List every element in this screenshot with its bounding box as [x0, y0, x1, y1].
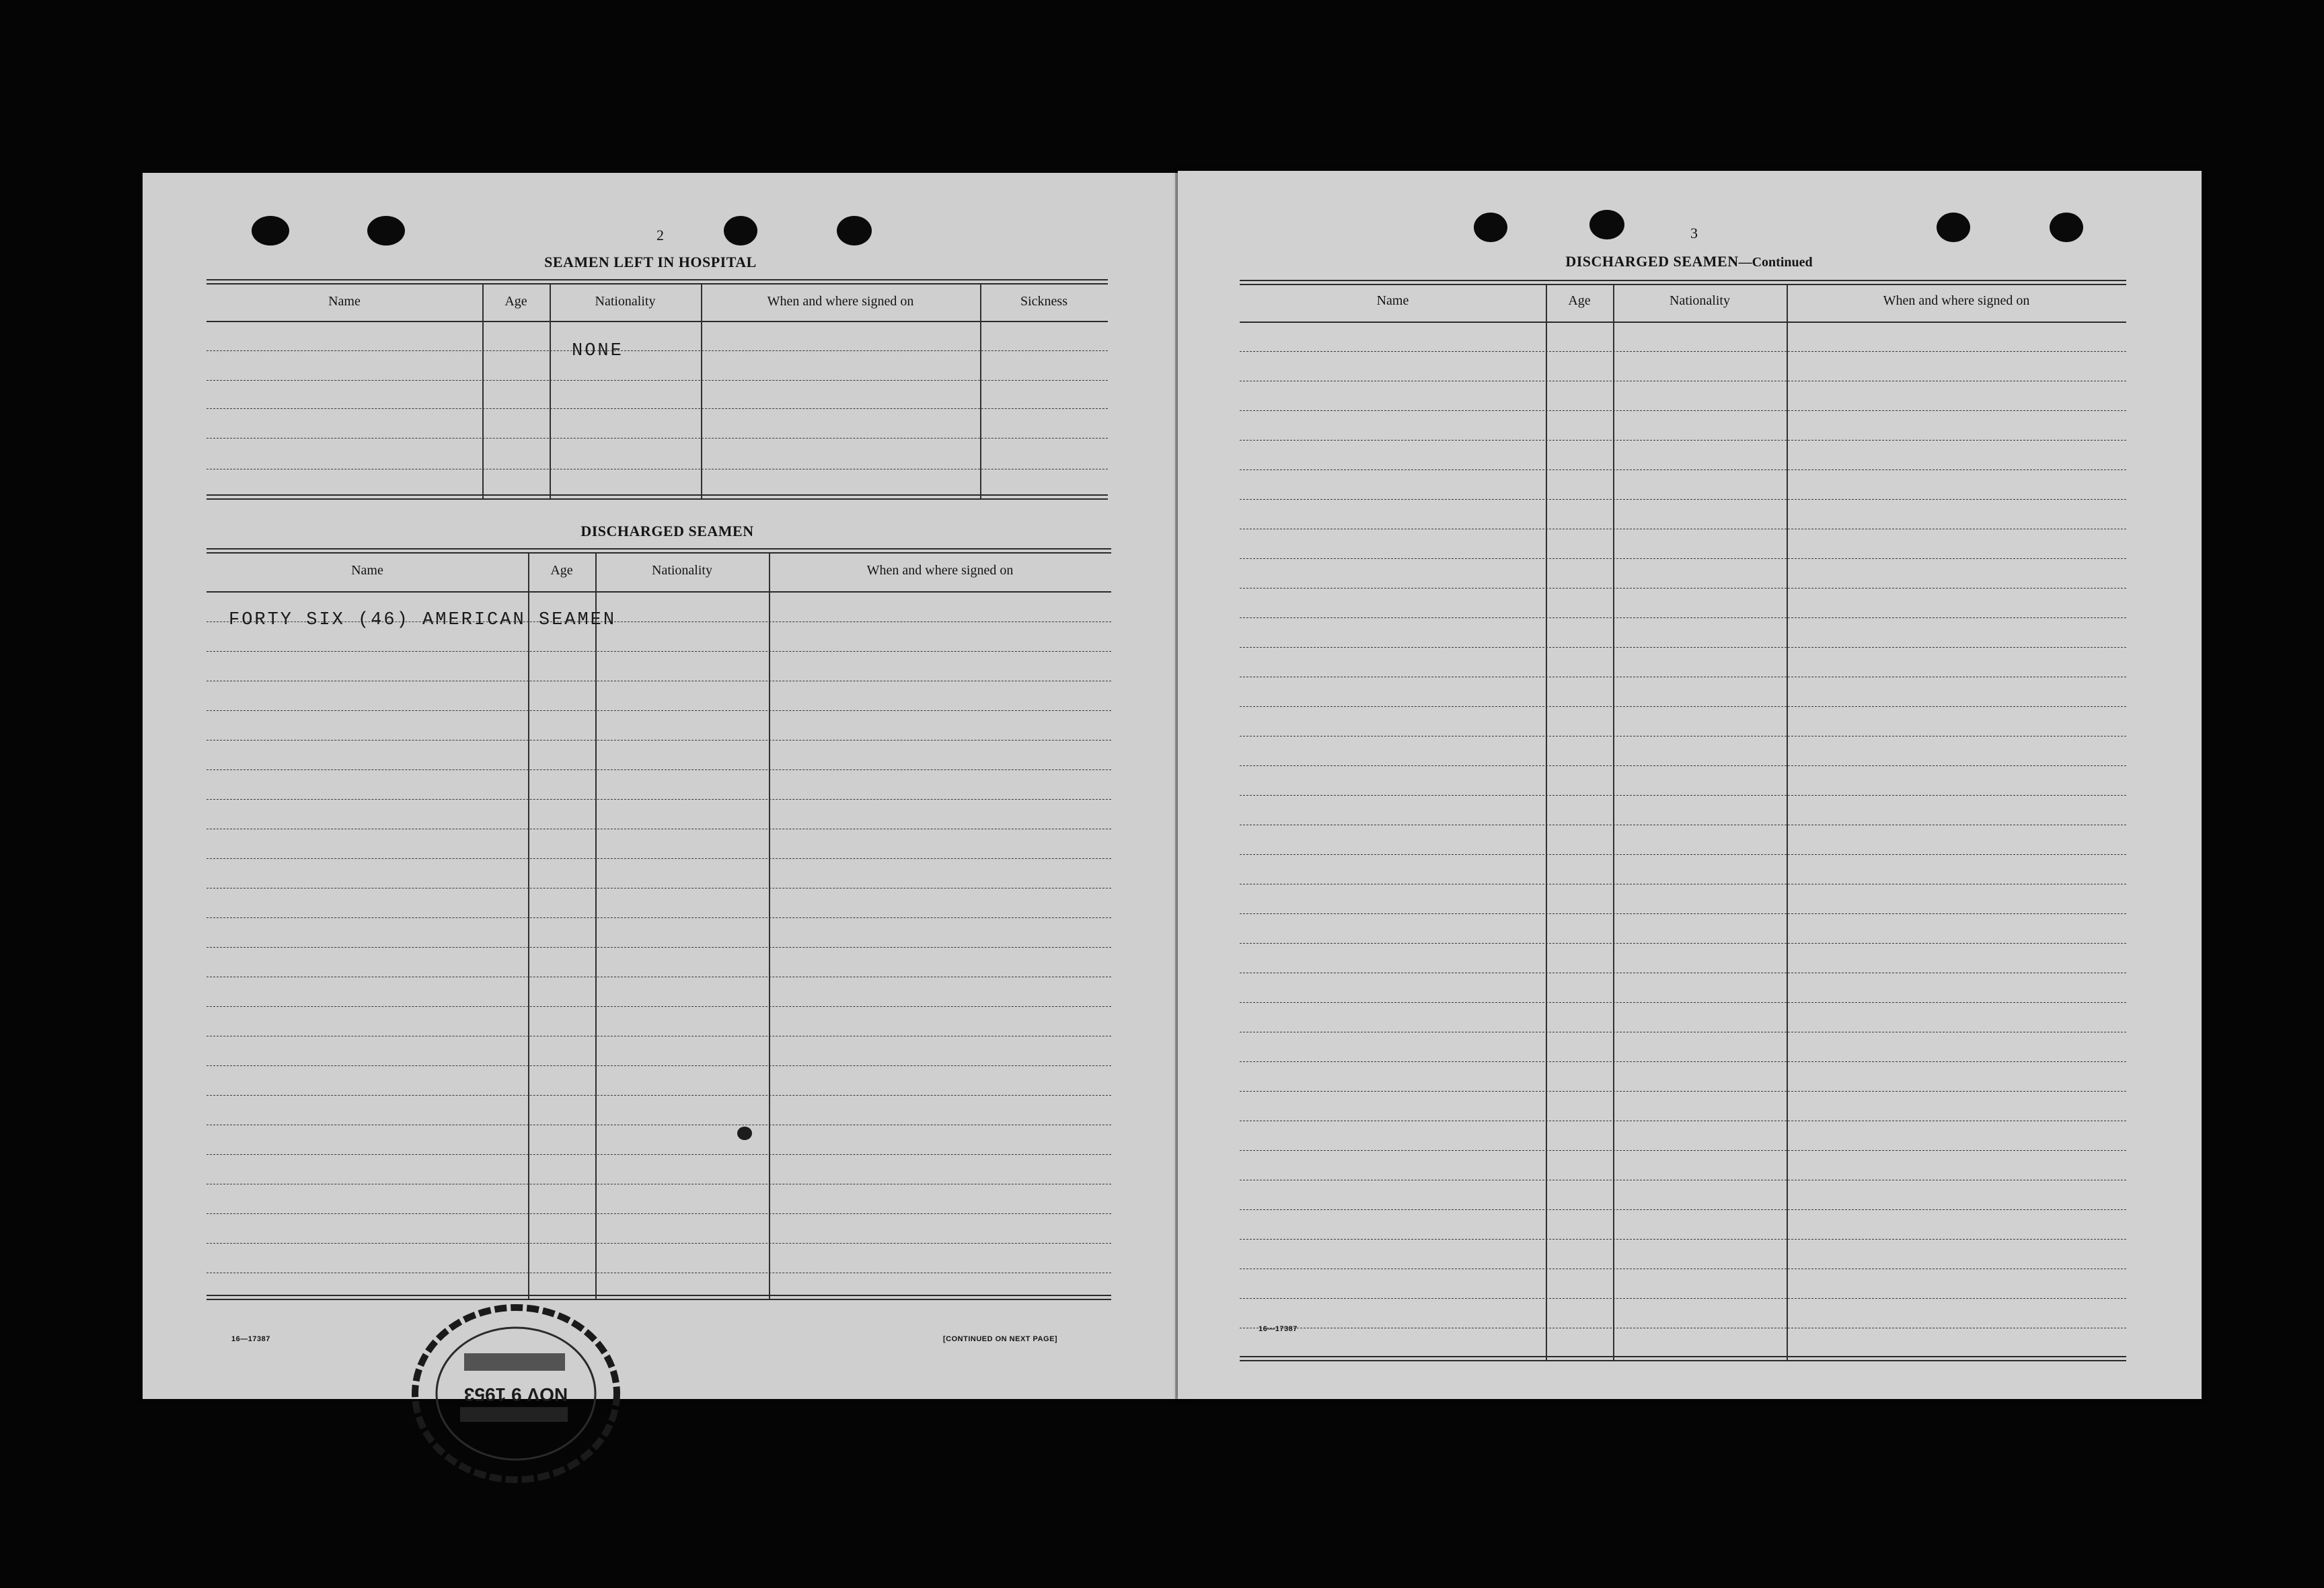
col-header-name: Name	[351, 563, 383, 578]
col-header-nationality: Nationality	[652, 563, 712, 578]
punch-hole	[367, 216, 405, 245]
date-stamp	[405, 1293, 627, 1488]
form-number: 16—17387	[231, 1335, 270, 1343]
page-number: 2	[657, 227, 664, 243]
right-page	[1178, 171, 2202, 1399]
discharged-continued-table	[1240, 280, 2126, 1490]
form-number: 16—17387	[1259, 1325, 1298, 1333]
page-number: 3	[1690, 225, 1698, 241]
left-page	[143, 173, 1185, 1405]
stamp-date: NOV 9 1953	[463, 1384, 568, 1405]
punch-hole	[837, 216, 872, 245]
col-header-nationality: Nationality	[1670, 293, 1730, 308]
punch-hole	[252, 216, 289, 245]
discharged-continued-title	[1501, 253, 1877, 270]
col-header-signed-on: When and where signed on	[767, 294, 914, 309]
hospital-section-title: SEAMEN LEFT IN HOSPITAL	[544, 254, 757, 270]
punch-hole	[1589, 210, 1624, 239]
title-main: DISCHARGED SEAMEN	[1565, 253, 1739, 270]
col-header-signed-on: When and where signed on	[1883, 293, 2030, 308]
col-header-age: Age	[550, 563, 573, 578]
col-header-name: Name	[328, 294, 361, 309]
discharged-table	[207, 548, 1111, 1328]
continued-note: [CONTINUED ON NEXT PAGE]	[943, 1335, 1058, 1343]
hospital-entry: NONE	[572, 341, 624, 361]
title-suffix: —Continued	[1738, 255, 1813, 270]
punch-hole	[724, 216, 757, 245]
punch-hole	[1474, 213, 1507, 242]
col-header-nationality: Nationality	[595, 294, 656, 309]
discharged-section-title: DISCHARGED SEAMEN	[580, 523, 754, 539]
punch-hole	[2050, 213, 2083, 242]
ink-smudge	[737, 1127, 752, 1140]
punch-hole	[1937, 213, 1970, 242]
col-header-signed-on: When and where signed on	[866, 563, 1014, 578]
col-header-age: Age	[504, 294, 527, 309]
col-header-sickness: Sickness	[1020, 294, 1067, 309]
col-header-age: Age	[1568, 293, 1591, 308]
discharged-entry: FORTY SIX (46) AMERICAN SEAMEN	[229, 610, 617, 630]
col-header-name: Name	[1376, 293, 1409, 308]
